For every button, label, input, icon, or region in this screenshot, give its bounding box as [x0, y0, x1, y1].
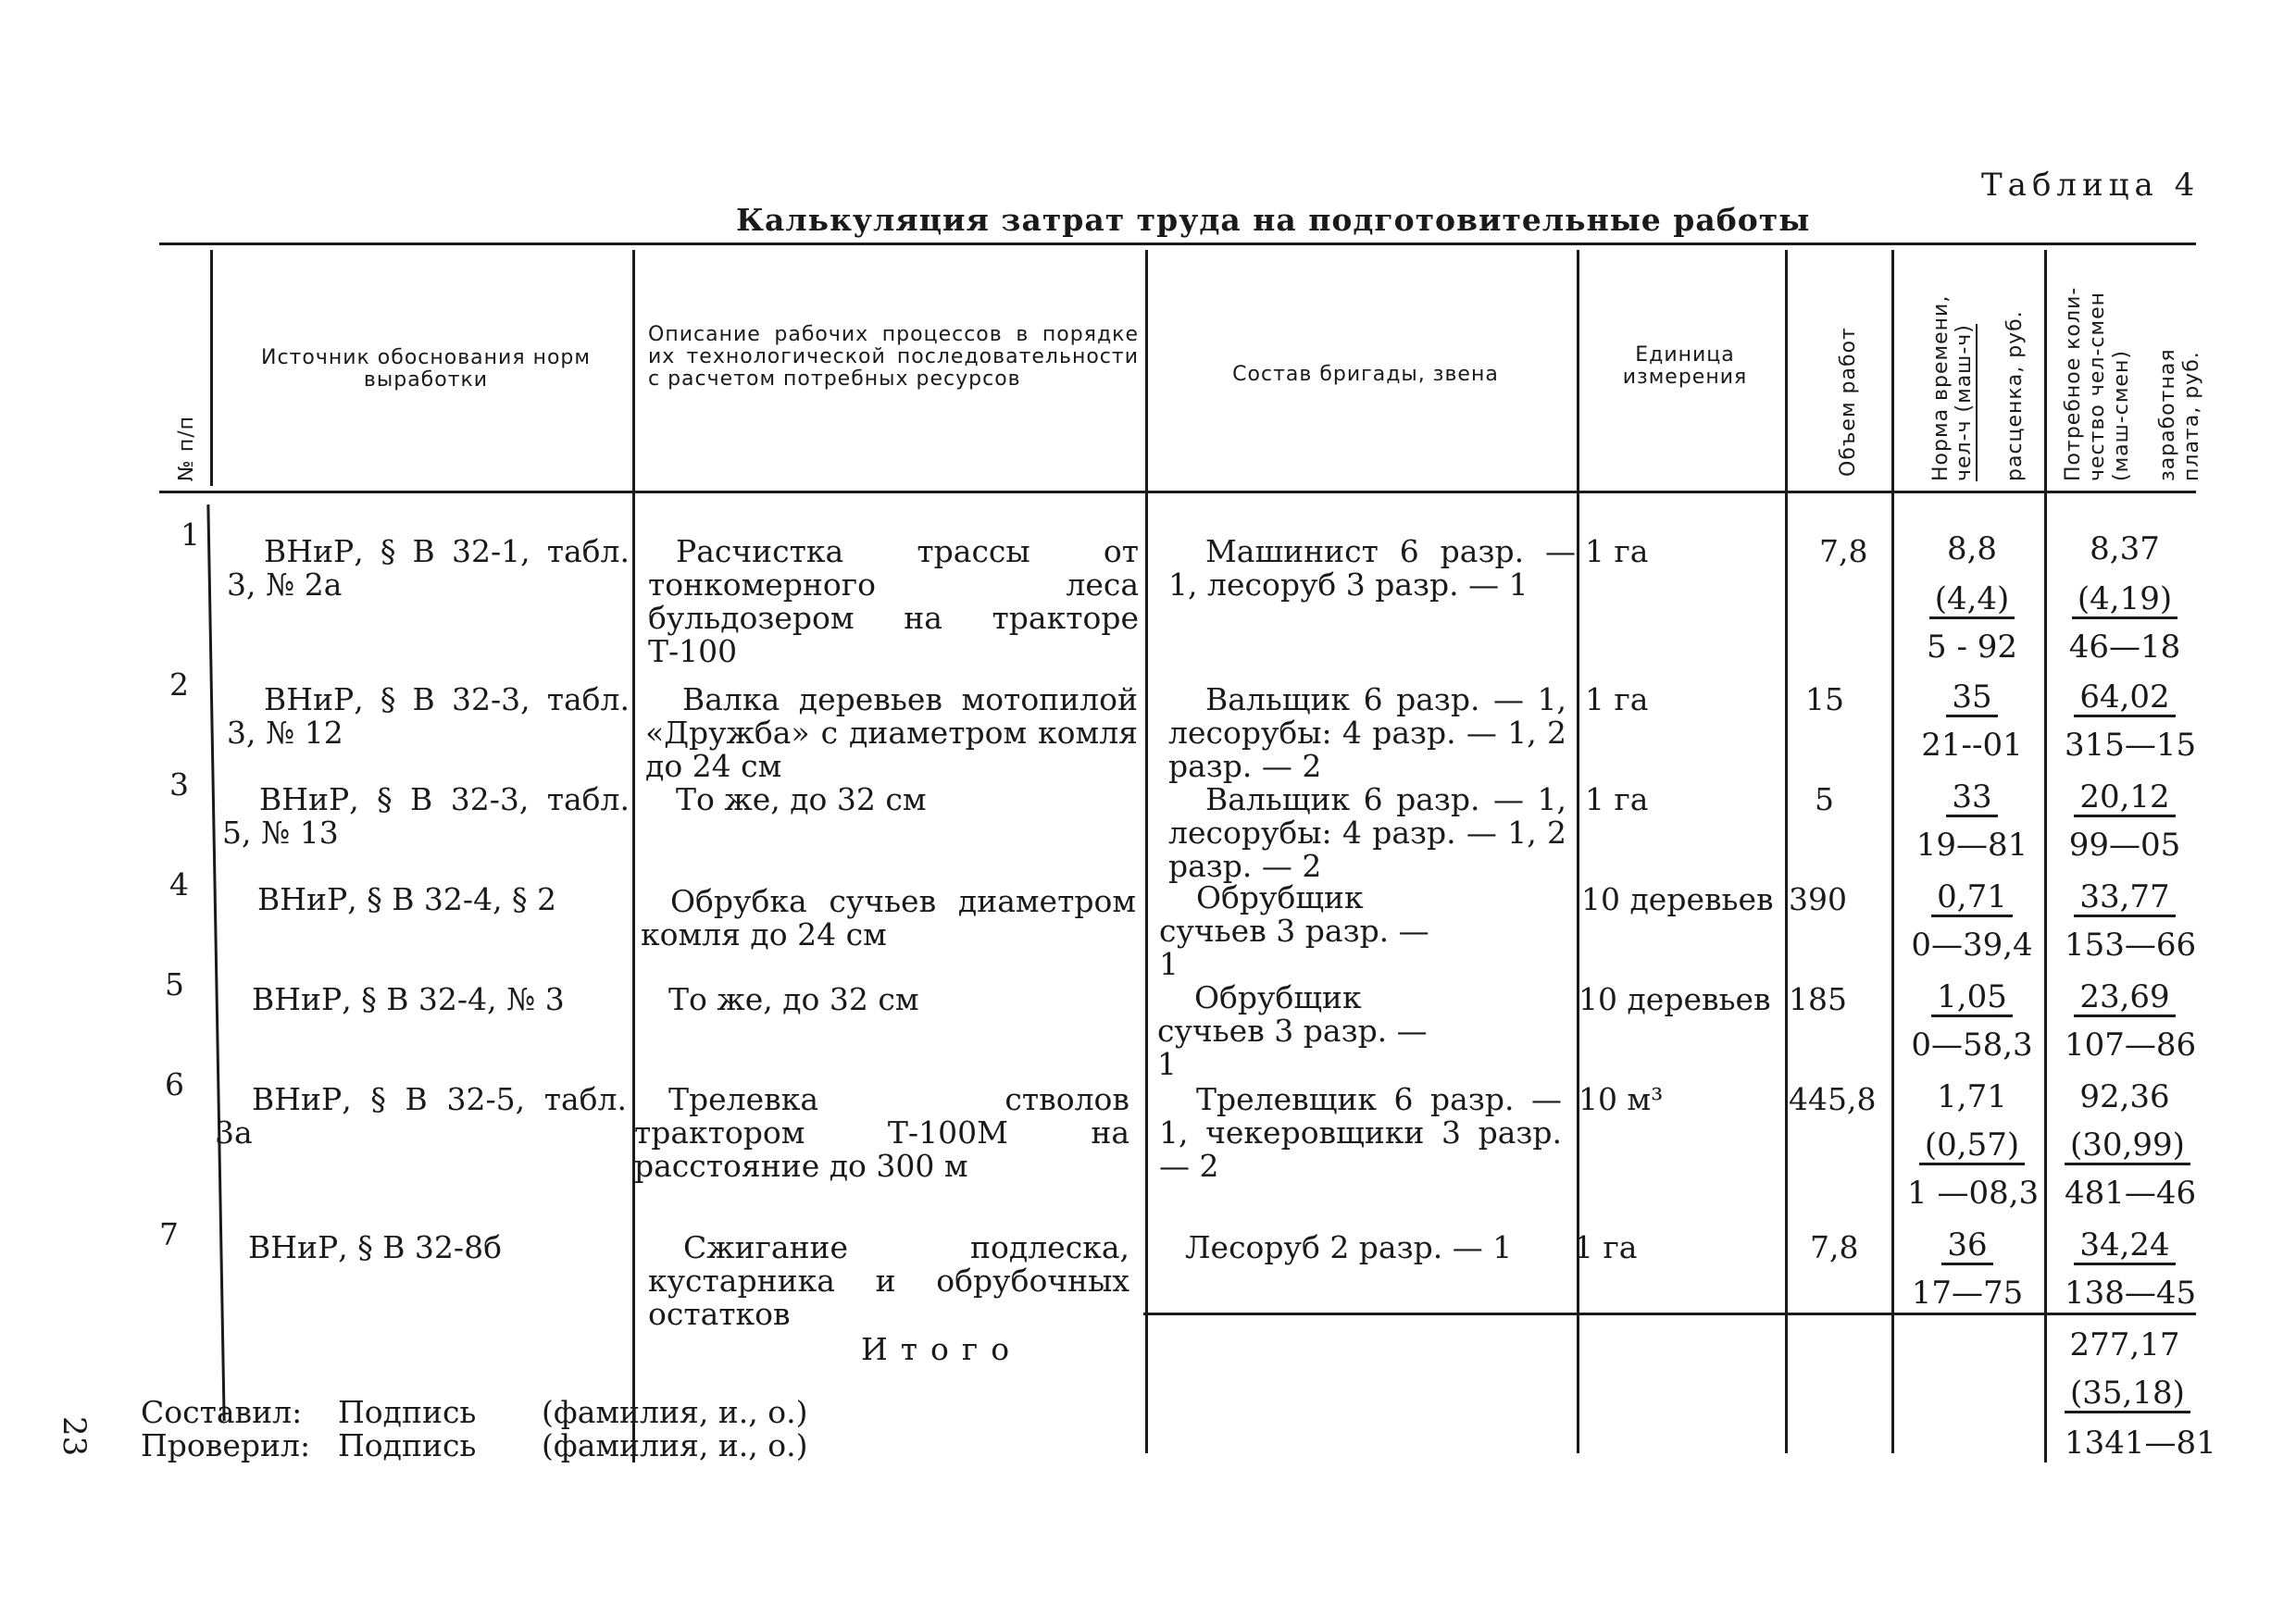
total-value-3: 1341—81	[2065, 1425, 2216, 1462]
header-description: Описание рабочих процессов в порядке их технологической последовательности с расчетом потребных ресурсов	[648, 323, 1139, 391]
row-4-unit: 10 деревьев	[1581, 881, 1774, 917]
row-2-crew: Вальщик 6 разр. — 1, лесорубы: 4 разр. — 1, 2 разр. — 2	[1168, 681, 1566, 784]
total-value-2: (35,18)	[2065, 1375, 2185, 1413]
row-5-num: 5	[165, 966, 184, 1002]
row-4-description: Обрубка сучьев диаметром комля до 24 см	[641, 883, 1136, 952]
row-4-norm-1: 0,71	[1912, 879, 2032, 917]
col-rule-1	[210, 250, 213, 486]
row-6-norm-2: (0,57)	[1912, 1127, 2032, 1165]
row-1-volume: 7,8	[1819, 533, 1868, 569]
row-1-norm-3: 5 - 92	[1927, 629, 2017, 666]
row-1-crew: Машинист 6 разр. — 1, лесоруб 3 разр. — 1	[1168, 533, 1576, 603]
table-label: Таблица 4	[1981, 167, 2201, 204]
header-num: № п/п	[175, 415, 198, 481]
row-3-source: ВНиР, § В 32-3, табл. 5, № 13	[222, 781, 630, 851]
row-7-norm-1: 36	[1907, 1227, 2028, 1265]
row-7-description: Сжигание подлеска, кустарника и обрубочных остатков	[648, 1229, 1129, 1332]
header-norm-b: чел-ч (маш-ч)	[1953, 324, 1976, 481]
row-1-norm-1: 8,8	[1946, 530, 1998, 567]
row-2-norm-2: 21--01	[1921, 727, 2023, 764]
row-4-volume: 390	[1789, 881, 1847, 917]
row-6-need-1: 92,36	[2079, 1078, 2170, 1115]
row-3-norm-1: 33	[1912, 779, 2032, 817]
page-number: 23	[56, 1416, 93, 1457]
row-7-norm-2: 17—75	[1911, 1275, 2024, 1312]
row-6-norm-1: 1,71	[1937, 1078, 2007, 1115]
row-6-need-2: (30,99)	[2065, 1127, 2185, 1165]
row-5-norm-2: 0—58,3	[1911, 1027, 2033, 1064]
row-6-description: Трелевка стволов трактором Т-100М на расстояние до 300 м	[634, 1081, 1129, 1184]
row-4-need-1: 33,77	[2065, 879, 2185, 917]
row-6-num: 6	[165, 1066, 184, 1102]
col-rule-2	[632, 250, 635, 1462]
compiled-label: Составил:	[141, 1394, 303, 1430]
row-6-norm-3: 1 —08,3	[1907, 1175, 2040, 1212]
checked-sign: Подпись	[338, 1427, 477, 1463]
row-7-crew: Лесоруб 2 разр. — 1	[1185, 1229, 1513, 1265]
row-7-volume: 7,8	[1810, 1229, 1859, 1265]
total-label: Итого	[861, 1331, 1023, 1367]
row-2-unit: 1 га	[1585, 681, 1649, 717]
row-2-source: ВНиР, § В 32-3, табл. 3, № 12	[227, 681, 630, 751]
row-1-source: ВНиР, § В 32-1, табл. 3, № 2а	[227, 533, 630, 603]
header-need-c: (маш-смен)	[2110, 350, 2133, 481]
row-1-need-2: (4,19)	[2065, 581, 2185, 619]
row-4-num: 4	[169, 866, 189, 902]
row-2-need-2: 315—15	[2065, 727, 2197, 764]
row-7-unit: 1 га	[1574, 1229, 1638, 1265]
row-6-volume: 445,8	[1789, 1081, 1877, 1117]
row-7-source: ВНиР, § В 32-8б	[248, 1229, 502, 1265]
col-rule-4	[1577, 250, 1579, 1453]
row-4-source: ВНиР, § В 32-4, § 2	[257, 881, 557, 917]
row-1-description: Расчистка трассы от тонкомерного леса бульдозером на тракторе Т-100	[648, 533, 1139, 669]
row-2-norm-1: 35	[1912, 679, 2032, 717]
row-4-need-2: 153—66	[2065, 927, 2197, 964]
row-2-num: 2	[169, 666, 189, 703]
top-rule	[159, 243, 2196, 245]
row-6-source: ВНиР, § В 32-5, табл. 3а	[215, 1081, 627, 1151]
header-rule	[159, 491, 2196, 493]
row-5-description: То же, до 32 см	[668, 981, 919, 1017]
row-1-need-1: 8,37	[2090, 530, 2160, 567]
header-unit: Единица измерения	[1622, 343, 1748, 389]
header-source: Источник обоснования норм выработки	[261, 346, 591, 392]
header-need-d: заработная	[2156, 348, 2179, 481]
compiled-sign: Подпись	[338, 1394, 477, 1430]
col-rule-7	[2044, 250, 2047, 1462]
row-3-num: 3	[169, 766, 189, 803]
row-6-need-3: 481—46	[2065, 1175, 2197, 1212]
row-3-volume: 5	[1815, 781, 1834, 817]
row-3-crew: Вальщик 6 разр. — 1, лесорубы: 4 разр. — 1, 2 разр. — 2	[1168, 781, 1566, 884]
header-need-a: Потребное коли-	[2062, 286, 2085, 481]
col-rule-6	[1891, 250, 1894, 1453]
row-5-source: ВНиР, § В 32-4, № 3	[252, 981, 565, 1017]
row-5-volume: 185	[1789, 981, 1847, 1017]
checked-name: (фамилия, и., о.)	[542, 1427, 808, 1463]
row-7-num: 7	[159, 1216, 179, 1252]
row-3-need-1: 20,12	[2065, 779, 2185, 817]
row-1-need-3: 46—18	[2068, 629, 2181, 666]
row-5-crew: Обрубщик сучьев 3 разр. — 1	[1157, 979, 1428, 1082]
total-value-1: 277,17	[2069, 1326, 2180, 1363]
row-5-need-1: 23,69	[2065, 979, 2185, 1017]
row-1-unit: 1 га	[1585, 533, 1649, 569]
row-7-need-1: 34,24	[2065, 1227, 2185, 1265]
row-4-crew: Обрубщик сучьев 3 разр. — 1	[1159, 879, 1429, 982]
table-title: Калькуляция затрат труда на подготовительные работы	[736, 202, 1811, 238]
row-6-crew: Трелевщик 6 разр. — 1, чекеровщики 3 разр. — 2	[1159, 1081, 1562, 1184]
header-need-e: плата, руб.	[2180, 351, 2203, 481]
col-rule-1b	[206, 504, 225, 1421]
row-6-unit: 10 м³	[1578, 1081, 1664, 1117]
row-3-need-2: 99—05	[2068, 827, 2181, 864]
row-2-description: Валка деревьев мотопилой «Дружба» с диаметром комля до 24 см	[645, 681, 1138, 784]
row-5-unit: 10 деревьев	[1578, 981, 1771, 1017]
row-2-volume: 15	[1805, 681, 1844, 717]
row-5-need-2: 107—86	[2065, 1027, 2197, 1064]
row-1-norm-2: (4,4)	[1912, 581, 2032, 619]
header-volume: Объем работ	[1837, 327, 1860, 477]
checked-label: Проверил:	[141, 1427, 311, 1463]
row-3-description: То же, до 32 см	[676, 781, 927, 817]
header-norm-c: расценка, руб.	[2003, 310, 2027, 481]
header-norm-a: Норма времени,	[1929, 294, 1953, 481]
header-need-b: чество чел-смен	[2086, 291, 2109, 481]
total-rule	[1143, 1313, 2196, 1315]
row-4-norm-2: 0—39,4	[1911, 927, 2033, 964]
row-3-unit: 1 га	[1585, 781, 1649, 817]
compiled-name: (фамилия, и., о.)	[542, 1394, 808, 1430]
header-crew: Состав бригады, звена	[1232, 363, 1499, 386]
row-2-need-1: 64,02	[2065, 679, 2185, 717]
row-1-num: 1	[181, 517, 200, 553]
row-3-norm-2: 19—81	[1915, 827, 2028, 864]
col-rule-5	[1785, 250, 1788, 1453]
row-7-need-2: 138—45	[2065, 1275, 2197, 1312]
col-rule-3	[1145, 250, 1148, 1453]
row-5-norm-1: 1,05	[1912, 979, 2032, 1017]
